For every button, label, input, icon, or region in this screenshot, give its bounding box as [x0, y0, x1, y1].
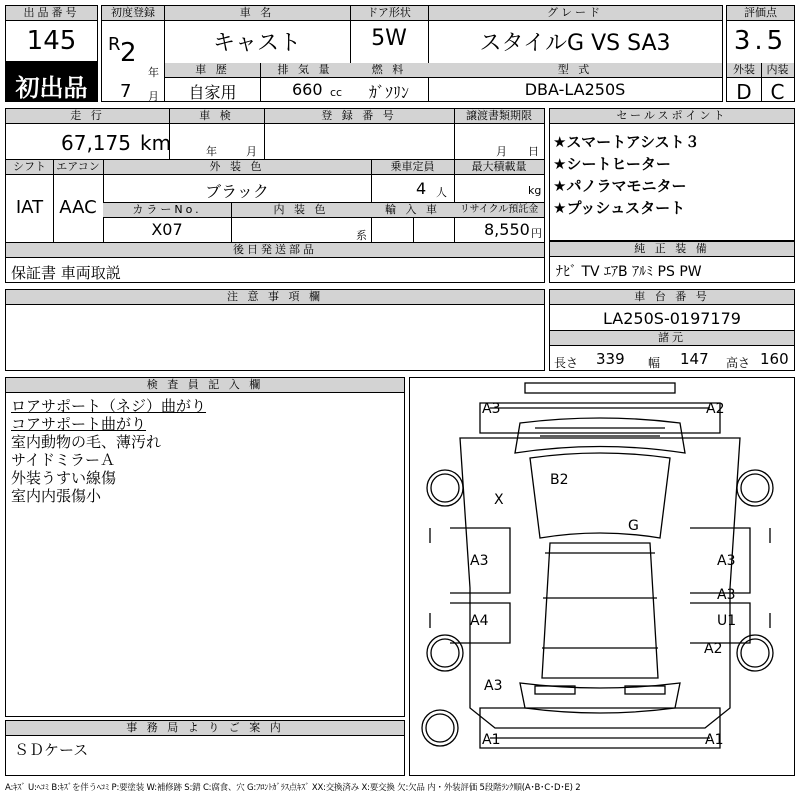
- shift-label: シフト: [6, 160, 53, 175]
- interior-unit: 系: [356, 229, 367, 242]
- recycle-label: リサイクル預託金: [454, 203, 544, 218]
- import-label: 輸 入 車: [371, 203, 454, 218]
- lot-number: 145: [26, 26, 77, 56]
- reg-year: 2: [120, 38, 137, 68]
- score: 3.5: [733, 26, 788, 56]
- mark-x: X: [494, 492, 504, 508]
- later-label: 後日発送部品: [6, 243, 544, 258]
- lot-label: 出品番号: [6, 6, 97, 21]
- mark-a3-bottom-left: A3: [484, 678, 503, 694]
- later-parts: 保証書 車両取説: [11, 264, 121, 282]
- mark-a3-right-2: A3: [717, 587, 736, 603]
- reg-year-unit: 年: [148, 66, 159, 79]
- car-name: キャスト: [212, 31, 301, 56]
- height-label: 高さ: [726, 356, 751, 370]
- sales-item: ★スマートアシスト３: [553, 133, 700, 151]
- office-text: ＳＤケース: [14, 741, 89, 759]
- score-label: 評価点: [727, 6, 794, 21]
- inspector-label: 検 査 員 記 入 欄: [6, 378, 404, 393]
- length-label: 長さ: [554, 356, 579, 370]
- recycle: 8,550: [484, 220, 530, 239]
- equipment-box: [549, 241, 795, 283]
- disp-label: 排 気 量: [260, 63, 350, 78]
- insp-month-unit: 月: [246, 145, 257, 158]
- shift: IAT: [15, 197, 44, 218]
- inspector-line: コアサポート曲がり: [11, 415, 147, 433]
- color-no: X07: [151, 220, 183, 239]
- mark-b2: B2: [550, 472, 569, 488]
- ac: AAC: [59, 197, 97, 218]
- mark-g: G: [628, 518, 639, 534]
- ac-label: エアコン: [53, 160, 103, 175]
- sales-item: ★シートヒーター: [553, 155, 671, 173]
- exterior-color: ブラック: [205, 182, 269, 201]
- car-outline: [410, 378, 794, 775]
- vehicle-info-box: [5, 108, 545, 283]
- history: 自家用: [188, 83, 237, 102]
- seats-unit: 人: [436, 186, 447, 199]
- displacement: 660: [292, 80, 323, 99]
- equipment-label: 純 正 装 備: [550, 242, 794, 257]
- sales-label: セールスポイント: [550, 109, 794, 124]
- grade: スタイルG VS SA3: [479, 31, 671, 56]
- sales-item: ★パノラマモニター: [553, 177, 687, 195]
- disp-unit: cc: [330, 86, 343, 99]
- score-box: [726, 5, 795, 102]
- recycle-unit: 円: [531, 227, 542, 240]
- mileage: 67,175: [61, 131, 131, 155]
- inspector-line: 室内動物の毛、薄汚れ: [11, 433, 162, 451]
- inspection-label: 車 検: [169, 109, 264, 124]
- model-code: DBA-LA250S: [524, 80, 626, 99]
- color-label: 外 装 色: [103, 160, 371, 175]
- sales-item: ★プッシュスタート: [553, 199, 686, 217]
- chassis-box: [549, 289, 795, 371]
- reg-month-unit: 月: [148, 90, 159, 103]
- reg-month: 7: [120, 81, 132, 102]
- header-box: [101, 5, 723, 102]
- first-listing-text: 初出品: [15, 74, 88, 102]
- inspector-box: [5, 377, 405, 717]
- legend: A:ｷｽﾞ U:ﾍｺﾐ B:ｷｽﾞを伴うﾍｺﾐ P:要塗装 W:補修跡 S:錆 C:腐食、穴 G:ﾌﾛﾝﾄｶﾞﾗｽ点ｷｽﾞ XX:交換済み X:要交換 欠:欠品 内・外装評価 5段階ﾗﾝｸ順(A･B･C･D･E) 2: [5, 783, 581, 793]
- mark-a2-right: A2: [704, 641, 723, 657]
- mark-u1-right: U1: [717, 613, 737, 629]
- sales-box: [549, 108, 795, 241]
- seats: 4: [416, 179, 427, 198]
- ext-grade: D: [736, 80, 752, 104]
- mark-a4-left: A4: [470, 613, 489, 629]
- lot-box: [5, 5, 98, 62]
- chassis-number: LA250S-0197179: [603, 309, 741, 328]
- reg-label: 初度登録: [102, 6, 164, 21]
- fuel: ｶﾞｿﾘﾝ: [368, 83, 409, 102]
- mark-a3-top-left: A3: [482, 401, 501, 417]
- fuel-label: 燃 料: [350, 63, 428, 78]
- insp-year-unit: 年: [206, 145, 217, 158]
- inspector-line: ロアサポート（ネジ）曲がり: [11, 397, 207, 415]
- width-label: 幅: [648, 356, 661, 370]
- office-label: 事 務 局 よ り ご 案 内: [6, 721, 404, 736]
- grade-label: グレード: [428, 6, 722, 21]
- door-label: ドア形状: [350, 6, 428, 21]
- transfer-label: 譲渡書類期限: [454, 109, 544, 124]
- reg-era: R: [108, 34, 121, 55]
- mileage-unit: km: [140, 131, 172, 155]
- history-label: 車 歴: [165, 63, 260, 78]
- height: 160: [760, 350, 789, 368]
- seats-label: 乗車定員: [371, 160, 454, 175]
- equipment-items: ﾅﾋﾞ TV ｴｱB ｱﾙﾐ PS PW: [556, 264, 702, 280]
- inspector-line: 室内内張傷小: [11, 487, 102, 505]
- mark-a1-bottom-left: A1: [482, 732, 501, 748]
- inspector-line: 外装うすい線傷: [11, 469, 117, 487]
- length: 339: [596, 350, 625, 368]
- door-type: 5W: [371, 26, 407, 51]
- mark-a3-left: A3: [470, 553, 489, 569]
- office-box: [5, 720, 405, 776]
- int-grade: C: [770, 80, 785, 104]
- width: 147: [680, 350, 709, 368]
- notes-label: 注 意 事 項 欄: [6, 290, 544, 305]
- mark-a1-bottom-right: A1: [705, 732, 724, 748]
- int-label: 内装: [761, 63, 794, 78]
- load-label: 最大積載量: [454, 160, 544, 175]
- mark-a3-right-1: A3: [717, 553, 736, 569]
- mileage-label: 走 行: [6, 109, 169, 124]
- name-label: 車 名: [164, 6, 350, 21]
- transfer-day-unit: 日: [528, 145, 539, 158]
- model-label: 型 式: [428, 63, 722, 78]
- ext-label: 外装: [727, 63, 761, 78]
- mark-a2-top-right: A2: [706, 401, 725, 417]
- transfer-month-unit: 月: [496, 145, 507, 158]
- load-unit: kg: [528, 184, 542, 197]
- notes-box: [5, 289, 545, 371]
- first-listing-badge: [5, 62, 98, 102]
- inspector-line: サイドミラーＡ: [11, 451, 115, 469]
- interior-label: 内 装 色: [231, 203, 371, 218]
- chassis-label: 車 台 番 号: [550, 290, 794, 305]
- plate-label: 登 録 番 号: [264, 109, 454, 124]
- damage-diagram: [409, 377, 795, 776]
- dims-label: 諸元: [550, 331, 794, 346]
- color-no-label: カラーNo.: [103, 203, 231, 218]
